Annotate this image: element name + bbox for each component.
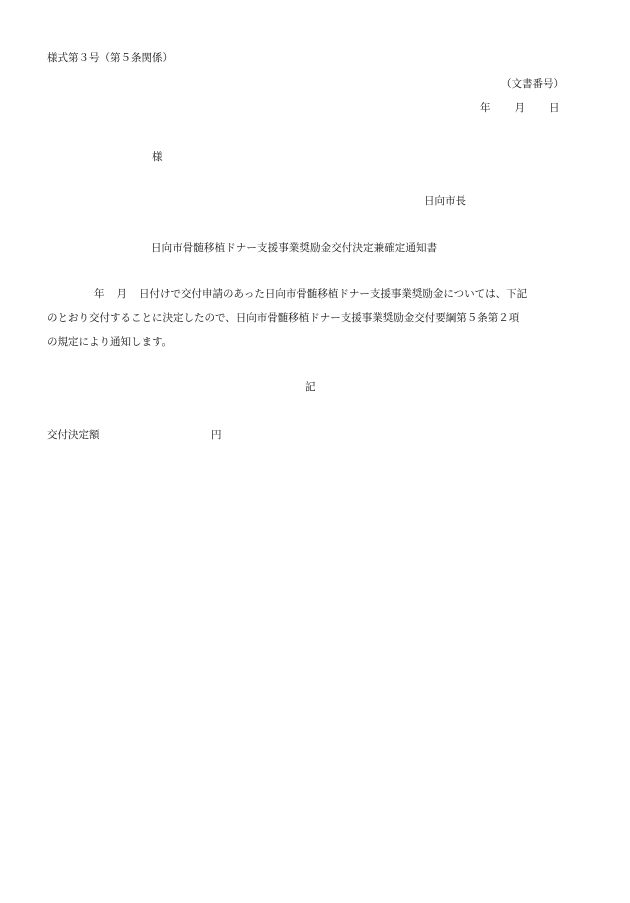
- body-line-1: [47, 287, 587, 311]
- notice-body: [47, 287, 587, 359]
- body-date-year: 年: [94, 288, 105, 300]
- date-month-label: 月: [514, 102, 525, 114]
- grant-amount-unit: 円: [211, 429, 222, 441]
- date-day-label: 日: [549, 102, 560, 114]
- body-line-2: のとおり交付することに決定したので、日向市骨髄移植ドナー支援事業奨励金交付要綱第５条第２項: [47, 312, 520, 324]
- body-line-1-text: 日付けで交付申請のあった日向市骨髄移植ドナー支援事業奨励金については、下記: [139, 288, 528, 300]
- ki-heading: 記: [305, 381, 316, 393]
- sender-name: 日向市長: [424, 195, 466, 207]
- body-date-month: 月: [116, 288, 127, 300]
- addressee-honorific: 様: [152, 151, 163, 163]
- date-year-label: 年: [480, 102, 491, 114]
- issue-date: [480, 101, 560, 115]
- grant-amount-label: 交付決定額: [47, 429, 100, 441]
- body-line-3: の規定により通知します。: [47, 336, 173, 348]
- document-title: 日向市骨髄移植ドナー支援事業奨励金交付決定兼確定通知書: [151, 242, 438, 254]
- document-number-placeholder: （文書番号）: [501, 78, 564, 90]
- form-number-label: 様式第３号（第５条関係）: [47, 52, 173, 64]
